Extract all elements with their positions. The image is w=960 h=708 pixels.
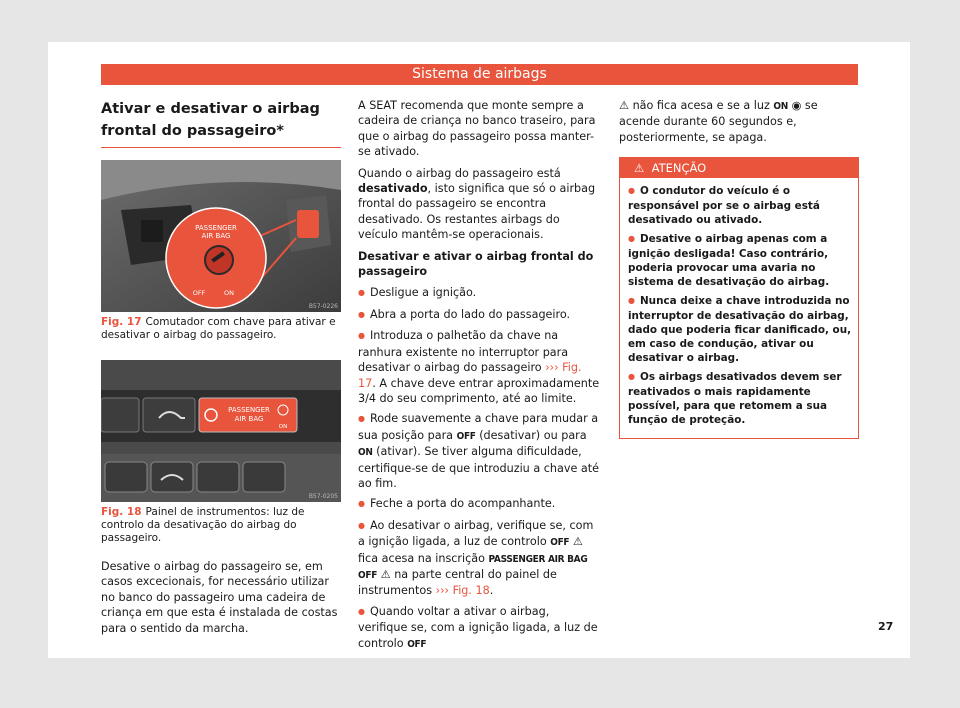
- airbag-off-icon: ⚠: [619, 99, 630, 112]
- figure-17-caption: [101, 316, 341, 342]
- list-item: ● Abra a porta do lado do passageiro.: [358, 307, 601, 323]
- caption-text: Comutador com chave para ativar e desativar o airbag do passageiro.: [101, 316, 336, 341]
- fig17-label-line1: PASSENGER: [195, 224, 237, 232]
- airbag-on-icon: ◉: [791, 99, 802, 112]
- figure-code: B57-0205: [308, 493, 338, 500]
- warning-triangle-icon: ⚠: [634, 161, 645, 176]
- column-3: [619, 98, 859, 439]
- figure-link[interactable]: ››› Fig. 17: [358, 361, 582, 390]
- airbag-off-icon: ⚠: [380, 567, 391, 581]
- list-item: ● Rode suavemente a chave para mudar a sua posição para OFF (desativar) ou para ON (ativar). Se tiver alguma dificuldade, certifique-se de que introduziu a chave até ao fim.: [358, 411, 601, 491]
- caption-text: Painel de instrumentos: luz de controlo da desativação do airbag do passageiro.: [101, 506, 305, 544]
- warning-item: ● Nunca deixe a chave introduzida no interruptor de desativação do airbag, dado que poderia ficar danificado, ou, em caso de condução, ativar ou desativar o airbag.: [628, 294, 852, 365]
- fig17-label-line2: AIR BAG: [201, 232, 231, 240]
- figure-17: [101, 160, 341, 312]
- warning-title: ATENÇÃO: [651, 161, 707, 176]
- page-number: 27: [878, 620, 894, 633]
- warning-box: [619, 157, 859, 439]
- fig18-label-line1: PASSENGER: [228, 406, 270, 414]
- airbag-off-icon: ⚠: [572, 535, 583, 549]
- figure-code: B57-0226: [308, 303, 338, 310]
- warning-item: ● Os airbags desativados devem ser reativados o mais rapidamente possível, para que retomem a sua função de proteção.: [628, 370, 852, 427]
- figure-18: [101, 360, 341, 502]
- list-item: ● Feche a porta do acompanhante.: [358, 496, 601, 512]
- paragraph: A SEAT recomenda que monte sempre a cadeira de criança no banco traseiro, para que o airbag do passageiro possa manter-se ativado.: [358, 99, 596, 159]
- fig17-off-label: OFF: [192, 289, 206, 297]
- intro-paragraph: [101, 559, 341, 636]
- warning-item: ● O condutor do veículo é o responsável por se o airbag está desativado ou ativado.: [628, 184, 852, 227]
- paragraph: ⚠ não fica acesa e se a luz ON ◉ se acende durante 60 segundos e, posteriormente, se apaga.: [619, 99, 818, 144]
- column-1: [101, 98, 341, 642]
- column-2: [358, 98, 601, 657]
- paragraph: Desative o airbag do passageiro se, em casos excecionais, for necessário utilizar no banco do passageiro uma cadeira de criança em que esta é instalada de costas para o sentido da marcha.: [101, 560, 338, 635]
- warning-body: [620, 178, 858, 438]
- chapter-header: Sistema de airbags: [101, 64, 858, 85]
- list-item: ● Ao desativar o airbag, verifique se, com a ignição ligada, a luz de controlo OFF ⚠ fica acesa na inscrição PASSENGER AIR BAG OFF ⚠ na parte central do painel de instrumentos ››› Fig. 18.: [358, 518, 601, 599]
- figure-17-illustration: [101, 160, 341, 312]
- warning-item: ● Desative o airbag apenas com a ignição desligada! Caso contrário, poderia provocar uma avaria no sistema de desativação do airbag.: [628, 232, 852, 289]
- figure-18-caption: [101, 506, 341, 545]
- subsection-title: Desativar e ativar o airbag frontal do passageiro: [358, 249, 594, 279]
- fig18-label-line2: AIR BAG: [234, 415, 264, 423]
- fig17-on-label: ON: [224, 289, 234, 297]
- list-item: ● Introduza o palhetão da chave na ranhura existente no interruptor para desativar o airbag do passageiro ››› Fig. 17. A chave deve entrar aproximadamente 3/4 do seu comprimento, até ao limite.: [358, 328, 601, 406]
- paragraph: Quando o airbag do passageiro está desativado, isto significa que só o airbag frontal do passageiro se encontra desativado. Os restantes airbags do veículo mantêm-se operacionais.: [358, 166, 596, 242]
- figure-number: Fig. 17: [101, 316, 142, 328]
- fig18-on-label: ON: [278, 424, 288, 430]
- warning-header: [620, 158, 858, 178]
- list-item: ● Quando voltar a ativar o airbag, verifique se, com a ignição ligada, a luz de controlo OFF: [358, 604, 601, 652]
- figure-number: Fig. 18: [101, 506, 142, 518]
- list-item: ● Desligue a ignição.: [358, 285, 601, 301]
- figure-18-illustration: [101, 360, 341, 502]
- section-title: Ativar e desativar o airbag frontal do passageiro*: [101, 98, 341, 148]
- figure-link[interactable]: ››› Fig. 18: [435, 584, 490, 598]
